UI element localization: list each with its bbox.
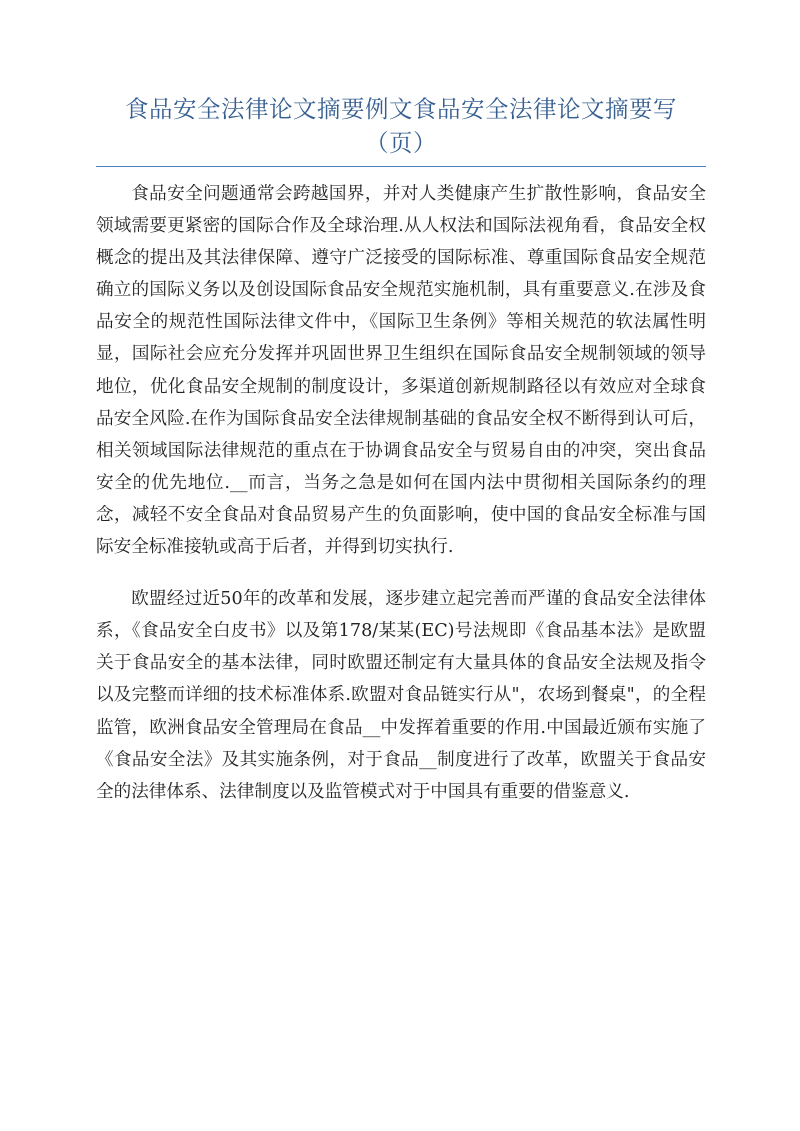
paragraph-1: 食品安全问题通常会跨越国界，并对人类健康产生扩散性影响，食品安全领域需要更紧密的国际合作及全球治理.从人权法和国际法视角看，食品安全权概念的提出及其法律保障、遵守广泛接受的国际标准、尊重国际食品安全规范确立的国际义务以及创设国际食品安全规范实施机制，具有重要意义.在涉及食品安全的规范性国际法律文件中，《国际卫生条例》等相关规范的软法属性明显，国际社会应充分发挥并巩固世界卫生组织在国际食品安全规制领域的领导地位，优化食品安全规制的制度设计，多渠道创新规制路径以有效应对全球食品安全风险.在作为国际食品安全法律规制基础的食品安全权不断得到认可后，相关领域国际法律规范的重点在于协调食品安全与贸易自由的冲突，突出食品安全的优先地位.__而言，当务之急是如何在国内法中贯彻相关国际条约的理念，减轻不安全食品对食品贸易产生的负面影响，使中国的食品安全标准与国际安全标准接轨或高于后者，并得到切实执行. — [96, 184, 706, 558]
paragraph-2: 欧盟经过近50年的改革和发展，逐步建立起完善而严谨的食品安全法律体系，《食品安全白皮书》以及第178/某某(EC)号法规即《食品基本法》是欧盟关于食品安全的基本法律，同时欧盟还制定有大量具体的食品安全法规及指令以及完整而详细的技术标准体系.欧盟对食品链实行从"，农场到餐桌"，的全程监管，欧洲食品安全管理局在食品__中发挥着重要的作用.中国最近颁布实施了《食品安全法》及其实施条例，对于食品__制度进行了改革，欧盟关于食品安全的法律体系、法律制度以及监管模式对于中国具有重要的借鉴意义. — [96, 589, 706, 802]
document-body — [96, 178, 706, 808]
title-underline — [96, 166, 706, 167]
document-title: 食品安全法律论文摘要例文食品安全法律论文摘要写（页） — [125, 95, 677, 157]
